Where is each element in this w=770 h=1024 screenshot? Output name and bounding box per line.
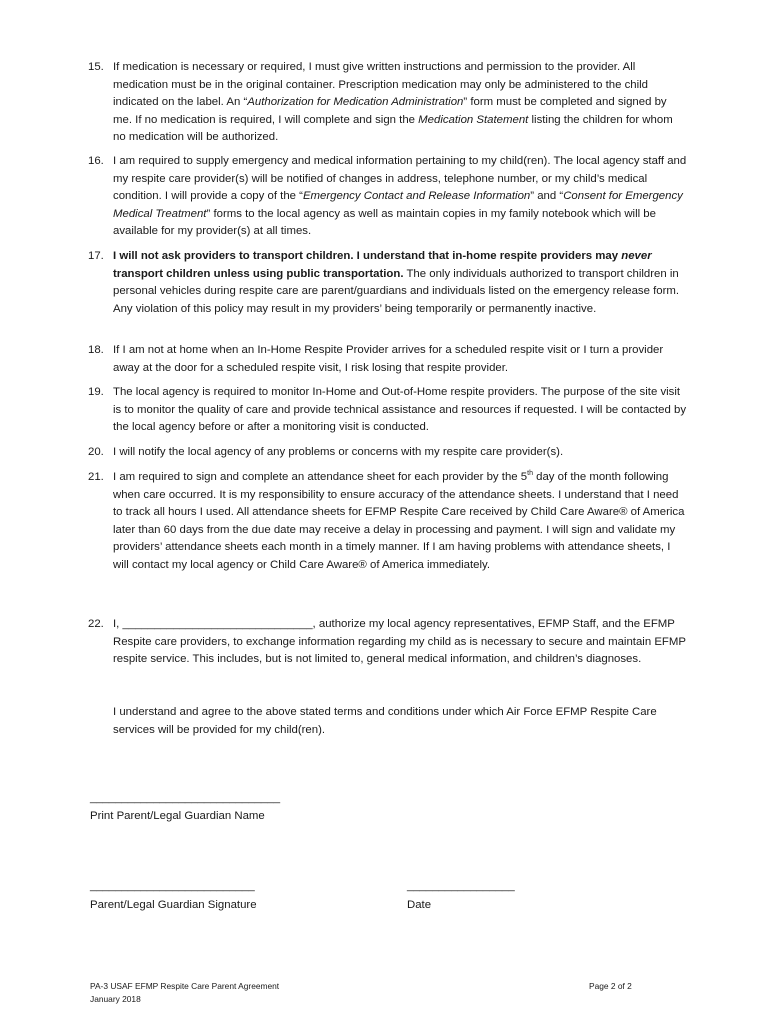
form-name-italic: Consent for Emergency Medical Treatment [113, 190, 683, 220]
clause-text-part: ” forms to the local agency as well as maintain copies in my family notebook which will be available for my provider(s) at all times. [113, 207, 656, 238]
closing-statement: I understand and agree to the above stated terms and conditions under which Air Force EFMP Respite Care services will be provided for my child(ren). [113, 706, 657, 736]
clause-number: 22. [88, 618, 104, 630]
clause-text [113, 469, 688, 575]
signature-label: Parent/Legal Guardian Signature [90, 899, 257, 911]
clause-text-part: day of the month following when care occurred. It is my responsibility to ensure accuracy of the attendance sheets. I understand that I need to track all hours I used. All attendance sheets for EFMP Respite Care received by Child Care Aware® of America later than 60 days from the due date may receive a delay in processing and payment. I will sign and validate my providers’ attendance sheets each month in a timely manner. If I am having problems with attendance sheets, I will contact my local agency or Child Care Aware® of America immediately. [113, 471, 685, 571]
date-line[interactable]: _________________ [407, 880, 515, 892]
clause-text-part: listing the children for whom no medication will be authorized. [113, 113, 673, 144]
clause-text [113, 248, 688, 318]
transport-warning-bold: I will not ask providers to transport children. I understand that in-home respite providers may [113, 250, 622, 262]
clause-text [113, 153, 688, 241]
clause-text-part: ” and “ [530, 190, 564, 203]
transport-warning-emphasis: never [621, 250, 652, 262]
clause-number: 21. [88, 471, 104, 483]
clause-20 [88, 444, 688, 462]
print-name-line[interactable]: ______________________________ [90, 792, 281, 804]
footer-doc-date: January 2018 [90, 994, 141, 1004]
clause-number: 16. [88, 155, 104, 167]
clause-text-part: I am required to sign and complete an attendance sheet for each provider by the 5 [113, 471, 528, 483]
clause-text: If I am not at home when an In-Home Respite Provider arrives for a scheduled respite visit or I turn a provider away at the door for a scheduled respite visit, I risk losing that respite provider. [113, 344, 664, 374]
clause-16 [88, 153, 688, 241]
clause-text-part: ” form must be completed and signed by me. If no medication is required, I will complete and sign the [113, 96, 667, 126]
date-label: Date [407, 899, 432, 911]
clause-text-part: I am required to supply emergency and medical information pertaining to my child(ren). The local agency staff and my respite care provider(s) will be notified of changes in address, telephone number, or my child’s medical condition. I will provide a copy of the “ [113, 155, 687, 203]
form-name-italic: Emergency Contact and Release Information [302, 190, 531, 203]
clause-number: 17. [88, 250, 104, 262]
signature-line[interactable]: __________________________ [90, 880, 255, 892]
clause-22 [88, 616, 688, 669]
clause-number: 18. [88, 344, 104, 356]
clause-21 [88, 469, 688, 575]
clause-text-part: The only individuals authorized to transport children in personal vehicles during respite care are parent/guardians and individuals listed on the emergency release form. Any violation of this policy may result in my providers’ being temporarily or permanently inactive. [113, 267, 680, 315]
footer-doc-title: PA-3 USAF EFMP Respite Care Parent Agreement [90, 981, 280, 991]
clause-text [113, 59, 688, 147]
clause-text: The local agency is required to monitor In-Home and Out-of-Home respite providers. The purpose of the site visit is to monitor the quality of care and provide technical assistance and resources if requested. I will be contacted by the local agency before or after a monitoring visit is conducted. [113, 386, 687, 434]
clause-text: I, ______________________________, authorize my local agency representatives, EFMP Staff, and the EFMP Respite care providers, to exchange information regarding my child as is necessary to secure and maintain EFMP respite service. This includes, but is not limited to, general medical information, and children’s diagnoses. [113, 618, 686, 666]
clause-text-part: If medication is necessary or required, I must give written instructions and permission to the provider. All medication must be in the original container. Prescription medication may only be administered to the child indicated on the label. An “ [113, 61, 649, 109]
ordinal-suffix: th [527, 470, 533, 478]
form-name-italic: Medication Statement [418, 113, 529, 126]
clause-15 [88, 59, 688, 147]
clause-text: I will notify the local agency of any problems or concerns with my respite care provider(s). [113, 446, 564, 458]
clause-19 [88, 384, 688, 437]
form-name-italic: Authorization for Medication Administration [247, 96, 464, 109]
clause-18 [88, 342, 688, 377]
clause-17 [88, 248, 688, 318]
print-name-label: Print Parent/Legal Guardian Name [90, 810, 265, 822]
clause-number: 19. [88, 386, 104, 398]
transport-warning-bold: transport children unless using public transportation. [113, 267, 404, 280]
clause-number: 20. [88, 446, 104, 458]
footer-page-number: Page 2 of 2 [589, 981, 632, 991]
clause-number: 15. [88, 61, 104, 73]
